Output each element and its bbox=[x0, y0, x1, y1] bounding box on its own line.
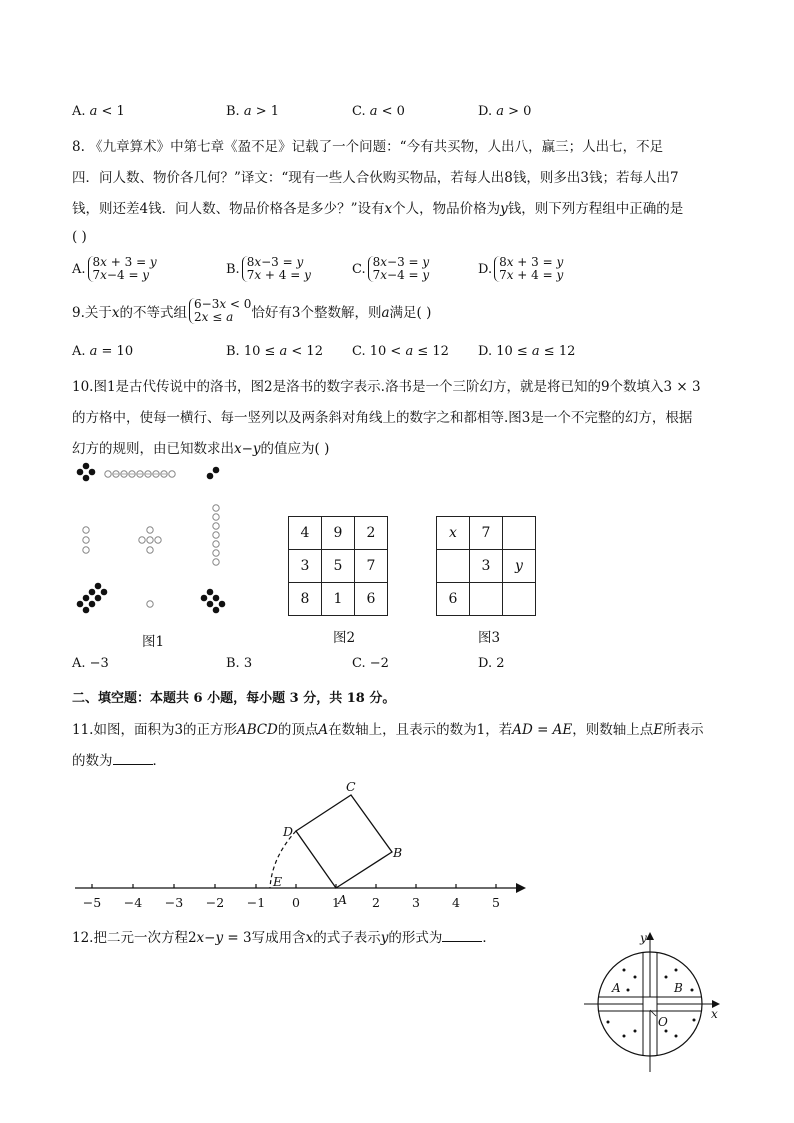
fig3-cell: 6 bbox=[437, 583, 470, 616]
fig2-cell: 2 bbox=[355, 517, 388, 550]
q9-eq1: 6−3𝑥 < 0 bbox=[194, 297, 252, 311]
fig2-cell: 4 bbox=[289, 517, 322, 550]
label-d: D bbox=[283, 824, 294, 839]
magic-square-fig3 bbox=[436, 516, 536, 616]
q11-line-2-suffix: ． bbox=[152, 753, 166, 769]
q8-option-d bbox=[478, 256, 563, 282]
q12-suffix: ． bbox=[482, 930, 496, 946]
q8-option-c-eq1: 8𝑥−3 = 𝑦 bbox=[372, 255, 430, 269]
tick-label: 0 bbox=[292, 895, 300, 910]
fig2-cell: 6 bbox=[355, 583, 388, 616]
fig2-caption: 图2 bbox=[333, 630, 356, 646]
fig3-cell: 7 bbox=[470, 517, 503, 550]
q10-option-c: C. −2 bbox=[352, 656, 389, 671]
q12-answer-blank[interactable] bbox=[442, 929, 482, 942]
q8-line-1: 8. 《九章算术》中第七章《盈不足》记载了一个问题：“今有共买物，人出八，赢三；人出七，不足 bbox=[72, 139, 664, 155]
q7-option-d: D. 𝑎 > 0 bbox=[478, 104, 532, 119]
fig3-cell bbox=[503, 583, 536, 616]
q7-option-c: C. 𝑎 < 0 bbox=[352, 104, 405, 119]
fig2-cell: 3 bbox=[289, 550, 322, 583]
tick-label: −1 bbox=[246, 895, 266, 910]
fig3-cell bbox=[470, 583, 503, 616]
q8-option-b-eq2: 7𝑥 + 4 = 𝑦 bbox=[246, 268, 311, 282]
q8-option-d-eq1: 8𝑥 + 3 = 𝑦 bbox=[499, 255, 564, 269]
label-b: B bbox=[674, 981, 683, 995]
q7-option-a: A. 𝑎 < 1 bbox=[72, 104, 125, 119]
fig3-caption: 图3 bbox=[478, 630, 501, 646]
q12-stem bbox=[72, 926, 496, 946]
q9-prefix: 9.关于𝑥的不等式组 bbox=[72, 305, 187, 321]
section-title-fill-in: 二、填空题：本题共 6 小题，每小题 3 分，共 18 分。 bbox=[72, 691, 396, 706]
magic-square-fig2 bbox=[288, 516, 388, 616]
fig2-cell: 8 bbox=[289, 583, 322, 616]
q8-option-c-label: C. bbox=[352, 261, 366, 277]
tick-label: −3 bbox=[164, 895, 184, 910]
fig2-cell: 1 bbox=[322, 583, 355, 616]
label-c: C bbox=[346, 779, 356, 794]
luoshu-figure bbox=[70, 462, 230, 624]
number-line-figure bbox=[70, 775, 530, 915]
tick-label: −4 bbox=[123, 895, 143, 910]
q8-option-d-eq2: 7𝑥 + 4 = 𝑦 bbox=[499, 268, 564, 282]
q8-line-3: 钱，则还差4钱．问人数、物品价格各是多少？”设有𝑥个人，物品价格为𝑦钱，则下列方程组中正确的是 bbox=[72, 201, 684, 217]
q8-line-4: ( ) bbox=[72, 229, 87, 245]
tick-label: −2 bbox=[205, 895, 225, 910]
q11-line-2-prefix: 的数为 bbox=[72, 753, 113, 769]
fig3-cell bbox=[437, 550, 470, 583]
q9-eq2: 2𝑥 ≤ 𝑎 bbox=[194, 310, 234, 324]
fig3-cell: x bbox=[437, 517, 470, 550]
q8-line-2: 四．问人数、物价各几何？”译文：“现有一些人合伙购买物品，若每人出8钱，则多出3钱；若每人出7 bbox=[72, 170, 679, 186]
q8-option-d-label: D. bbox=[478, 261, 493, 277]
q8-option-a-eq2: 7𝑥−4 = 𝑦 bbox=[92, 268, 150, 282]
q8-option-c bbox=[352, 256, 429, 282]
q10-option-b: B. 3 bbox=[226, 656, 253, 671]
tick-label: 2 bbox=[372, 895, 380, 910]
square-abcd bbox=[296, 795, 392, 888]
q8-option-b-label: B. bbox=[226, 261, 240, 277]
q8-option-b bbox=[226, 256, 311, 282]
fig3-cell: 3 bbox=[470, 550, 503, 583]
tick-label: 4 bbox=[452, 895, 460, 910]
q9-stem bbox=[72, 298, 431, 324]
fig2-cell: 5 bbox=[322, 550, 355, 583]
q9-option-b: B. 10 ≤ 𝑎 < 12 bbox=[226, 344, 323, 359]
q10-option-d: D. 2 bbox=[478, 656, 505, 671]
tick-label: 5 bbox=[492, 895, 500, 910]
q7-option-b: B. 𝑎 > 1 bbox=[226, 104, 279, 119]
label-a: A bbox=[338, 892, 348, 907]
label-a: A bbox=[612, 981, 621, 995]
q11-line-2 bbox=[72, 749, 166, 769]
q10-line-1: 10.图1是古代传说中的洛书，图2是洛书的数字表示.洛书是一个三阶幻方，就是将已知的9个数填入3 × 3 bbox=[72, 379, 701, 395]
label-x-axis: x bbox=[711, 1007, 718, 1021]
label-y-axis: y bbox=[640, 931, 647, 945]
q10-line-3: 幻方的规则，由已知数求出𝑥−𝑦的值应为( ) bbox=[72, 441, 330, 457]
q8-option-a-label: A. bbox=[72, 261, 86, 277]
q12-prefix: 12.把二元一次方程2𝑥−𝑦 = 3写成用含𝑥的式子表示𝑦的形式为 bbox=[72, 930, 443, 946]
q11-answer-blank[interactable] bbox=[113, 752, 153, 765]
q9-option-d: D. 10 ≤ 𝑎 ≤ 12 bbox=[478, 344, 576, 359]
q8-option-a bbox=[72, 256, 157, 282]
fig1-caption: 图1 bbox=[142, 634, 165, 650]
fig2-cell: 9 bbox=[322, 517, 355, 550]
q10-option-a: A. −3 bbox=[72, 656, 109, 671]
q9-suffix: 恰好有3个整数解，则𝑎满足( ) bbox=[251, 305, 432, 321]
q11-line-1: 11.如图，面积为3的正方形𝐴𝐵𝐶𝐷的顶点𝐴在数轴上，且表示的数为1，若𝐴𝐷 = 𝐴𝐸，则数轴上点𝐸所表示 bbox=[72, 722, 704, 738]
tick-label: 1 bbox=[332, 895, 340, 910]
q9-option-a: A. 𝑎 = 10 bbox=[72, 344, 134, 359]
tick-label: 3 bbox=[412, 895, 420, 910]
fig2-cell: 7 bbox=[355, 550, 388, 583]
q8-option-a-eq1: 8𝑥 + 3 = 𝑦 bbox=[92, 255, 157, 269]
q9-option-c: C. 10 < 𝑎 ≤ 12 bbox=[352, 344, 449, 359]
tick-label: −5 bbox=[82, 895, 102, 910]
label-b: B bbox=[393, 845, 403, 860]
q8-option-b-eq1: 8𝑥−3 = 𝑦 bbox=[246, 255, 304, 269]
q10-line-2: 的方格中，使每一横行、每一竖列以及两条斜对角线上的数字之和都相等.图3是一个不完整的幻方，根据 bbox=[72, 410, 693, 426]
fig3-cell: y bbox=[503, 550, 536, 583]
fig3-cell bbox=[503, 517, 536, 550]
label-o: O bbox=[658, 1015, 668, 1029]
circle-cross-figure bbox=[580, 930, 730, 1075]
label-e: E bbox=[273, 874, 283, 889]
q8-option-c-eq2: 7𝑥−4 = 𝑦 bbox=[372, 268, 430, 282]
